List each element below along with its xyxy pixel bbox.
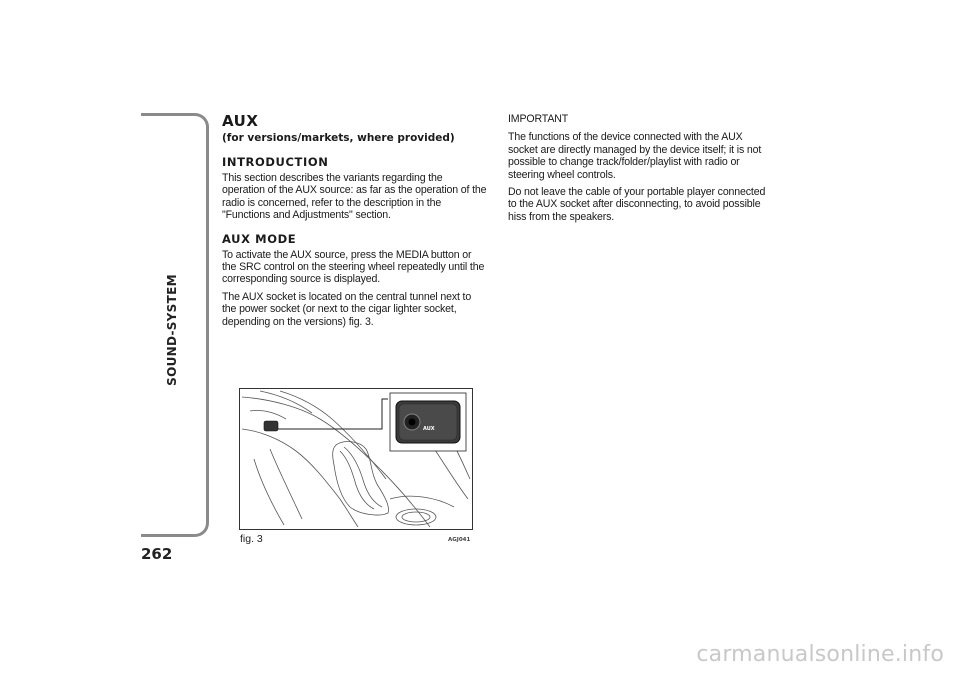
aux-mode-paragraph-2: The AUX socket is located on the central tunnel next to the power socket (or next to the cigar lighter socket, depending on the versions) fig. 3.: [222, 290, 472, 328]
watermark: carmanualsonline.info: [696, 642, 944, 667]
figure-aux-socket: [239, 388, 473, 530]
page-number: 262: [141, 545, 173, 563]
important-paragraph-1: The functions of the device connected with the AUX socket are directly managed by the device itself; it is not possible to change track/folder/playlist with radio or steering wheel controls.: [508, 131, 762, 181]
figure-caption: fig. 3: [240, 533, 263, 545]
left-column: [222, 113, 488, 333]
important-paragraph-2: Do not leave the cable of your portable player connected to the AUX socket after disconnecting, to avoid possible hiss from the speakers.: [508, 186, 766, 223]
figure-code: AGJ041: [448, 537, 471, 543]
intro-heading: INTRODUCTION: [222, 155, 329, 169]
page-subtitle: (for versions/markets, where provided): [222, 132, 455, 144]
intro-paragraph: This section describes the variants regarding the operation of the AUX source: as far as the operation of the radio is concerned, refer to the description in the "Functions and Adjustments" section.: [222, 172, 487, 222]
right-column: [508, 113, 774, 228]
aux-mode-heading: AUX MODE: [222, 231, 297, 246]
aux-socket-label: AUX: [423, 426, 435, 432]
important-heading: IMPORTANT: [508, 113, 569, 125]
socket-in-console: [264, 421, 278, 431]
aux-mode-paragraph-1: To activate the AUX source, press the MEDIA button or the SRC control on the steering wheel repeatedly until the corresponding source is displayed.: [222, 248, 485, 286]
section-label: SOUND-SYSTEM: [165, 274, 179, 386]
page-title: AUX: [222, 112, 259, 130]
console-illustration: [240, 389, 472, 529]
